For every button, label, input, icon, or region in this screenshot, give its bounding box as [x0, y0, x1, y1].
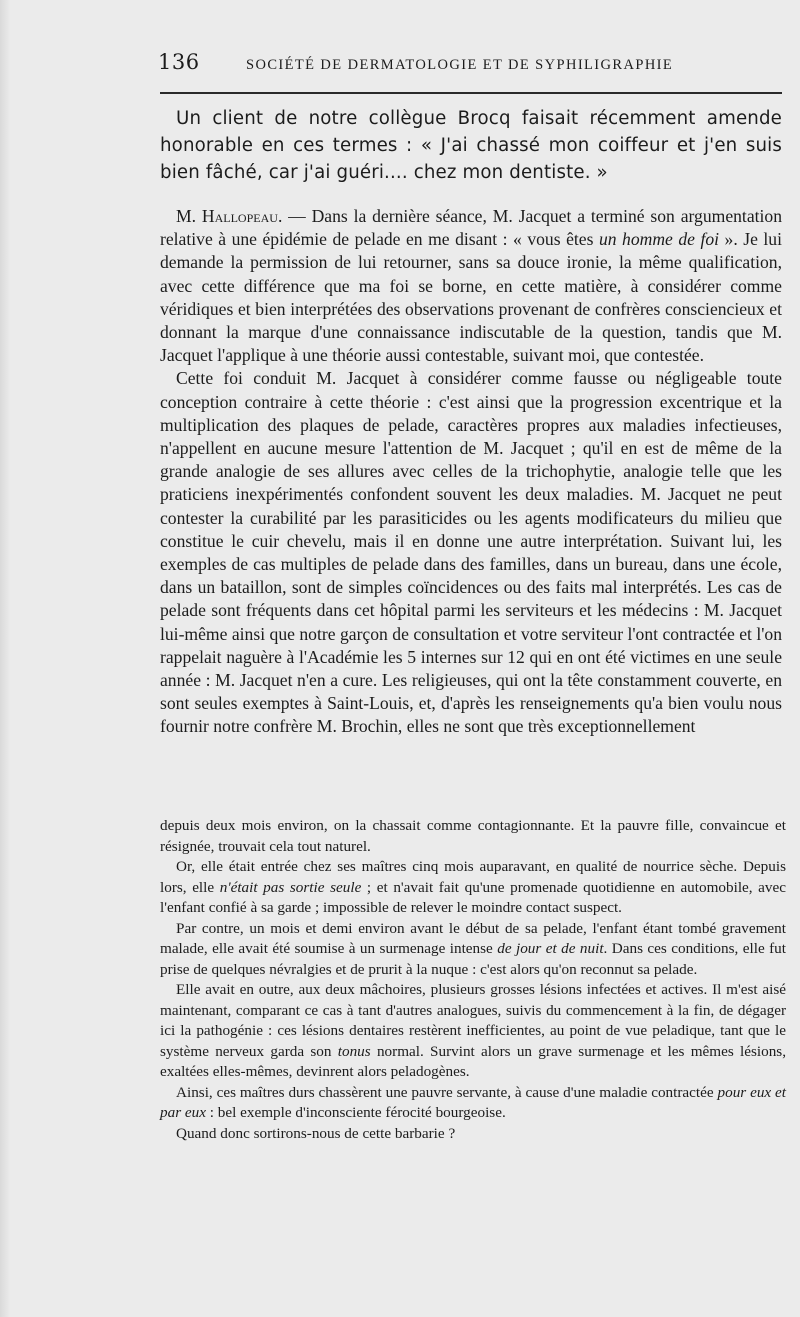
speaker-prefix: M. — [176, 206, 202, 226]
text-run: Par contre, un mois et demi environ avant le début de sa pelade, l'enfant étant tombé gravement malade, elle avait été soumise à un surmenage intense — [160, 919, 786, 957]
page-edge-shadow — [0, 0, 10, 1317]
paragraph: Un client de notre collègue Brocq faisait récemment amende honorable en ces termes : « J'ai chassé mon coiffeur et j'en suis bien fâché, car j'ai guéri.... chez mon dentiste. » — [160, 108, 782, 183]
paragraph: Cette foi conduit M. Jacquet à considérer comme fausse ou négligeable toute conception contraire à cette théorie : c'est ainsi que la progression excentrique et la multiplication des plaques de pelade, caractères propres aux maladies infectieuses, n'appellent en aucune mesure l'attention de M. Jacquet ; qu'il en est de même de la grande analogie de ses allures avec celles de la trichophytie, analogie telle que les praticiens inexpérimentés confondent souvent les deux maladies. M. Jacquet ne peut contester la curabilité par les parasiticides ou les agents modificateurs du milieu que constitue le cuir chevelu, mais il en donne une autre interprétation. Suivant lui, les exemples de cas multiples de pelade dans des familles, dans un bureau, dans une école, dans un bataillon, sont de simples coïncidences ou des faits mal interprétés. Les cas de pelade sont fréquents dans cet hôpital parmi les serviteurs et les médecins : M. Jacquet lui-même ainsi que notre garçon de consultation et votre serviteur l'ont contractée et l'on rappelait naguère à l'Académie les 5 internes sur 12 qui en ont été victimes en une seule année : M. Jacquet n'en a cure. Les religieuses, qui ont la tête constamment couverte, en sont seules exemptes à Saint-Louis, et, d'après les renseignements qu'a bien voulu nous fournir notre confrère M. Brochin, elles ne sont que très exceptionnellement — [160, 368, 782, 737]
text-run: ; et n'avait fait qu'une promenade quotidienne en automobile, avec l'enfant confié à sa garde ; impossible de relever le moindre contact suspect. — [160, 878, 787, 916]
paragraph — [160, 205, 782, 367]
italic-run: un homme de foi — [598, 229, 720, 250]
paragraph — [160, 857, 786, 919]
quote-block — [160, 105, 782, 186]
main-text-block — [160, 205, 782, 739]
paragraph — [160, 1083, 786, 1124]
running-title: SOCIÉTÉ DE DERMATOLOGIE ET DE SYPHILIGRAPHIE — [246, 57, 674, 73]
paragraph: Quand donc sortirons-nous de cette barbarie ? — [176, 1124, 456, 1142]
pasted-text-block — [160, 816, 786, 1144]
paragraph — [160, 980, 786, 1083]
text-run: normal. Survint alors un grave surmenage et les mêmes lésions, exaltées elles-mêmes, devinrent alors peladogènes. — [160, 1042, 786, 1080]
italic-run: tonus — [337, 1042, 371, 1060]
text-run: . — Dans la dernière séance, M. Jacquet a terminé son argumentation relative à une épidémie de pelade en me disant : « vous êtes — [160, 206, 782, 250]
paragraph: depuis deux mois environ, on la chassait comme contagionnante. Et la pauvre fille, convaincue et résignée, trouvait cela tout naturel. — [160, 817, 786, 855]
italic-run: n'était pas sortie seule — [219, 878, 362, 896]
paragraph — [160, 919, 786, 981]
page-number: 136 — [158, 50, 200, 74]
text-run: . Dans ces conditions, elle fut prise de quelques névralgies et de prurit à la nuque : c'est alors qu'on reconnut sa pelade. — [160, 940, 786, 978]
text-run: Elle avait en outre, aux deux mâchoires, plusieurs grosses lésions infectées et actives. Il m'est aisé maintenant, comparant ce cas à tant d'autres analogues, suivis du commencement à la fin, de dégager ici la pathogénie : ces lésions dentaires restèrent inefficientes, au point de vue peladique, tant que le système nerveux garda son — [160, 981, 786, 1060]
text-run: : bel exemple d'inconsciente férocité bourgeoise. — [205, 1104, 506, 1121]
text-run: Ainsi, ces maîtres durs chassèrent une pauvre servante, à cause d'une maladie contractée — [176, 1083, 718, 1101]
page-header — [158, 50, 798, 80]
italic-run: de jour et de nuit — [497, 940, 604, 957]
text-run: Or, elle était entrée chez ses maîtres cinq mois auparavant, en qualité de nourrice sèche. Depuis lors, elle — [160, 858, 786, 896]
speaker-name: Hallopeau — [201, 206, 278, 226]
text-run: ». Je lui demande la permission de lui retourner, sans sa douce ironie, la même qualification, avec cette différence que ma foi se borne, en cette matière, à considérer comme véridiques et bien interprétées des observations provenant de confrères consciencieux et donnant la marque d'une connaissance indiscutable de la question, tandis que M. Jacquet l'applique à une théorie aussi contestable, suivant moi, que contestée. — [160, 229, 782, 366]
header-rule — [160, 92, 782, 94]
italic-run: pour eux et par eux — [160, 1083, 786, 1121]
